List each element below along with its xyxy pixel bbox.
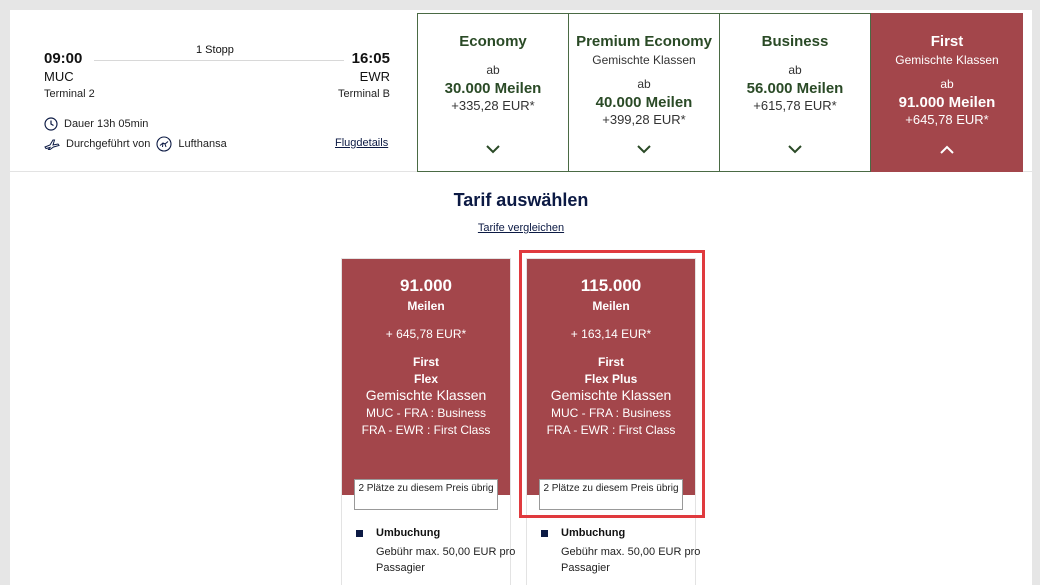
fare-tariff-name: Flex — [413, 372, 438, 386]
chevron-down-icon — [486, 141, 500, 159]
fare-mixed-classes: Gemischte Klassen — [365, 387, 487, 403]
airline-name: Lufthansa — [178, 138, 227, 150]
fare-card-flex-plus[interactable] — [526, 258, 701, 585]
fare-card-header — [527, 259, 695, 495]
destination-airport: EWR — [359, 69, 390, 84]
tariff-section-title: Tarif auswählen — [453, 190, 589, 210]
flight-details-link[interactable]: Flugdetails — [335, 137, 389, 149]
fare-miles-unit: Meilen — [407, 299, 445, 313]
seats-remaining-badge: 2 Plätze zu diesem Preis übrig — [354, 479, 498, 510]
cabin-economy[interactable] — [417, 13, 569, 172]
cabin-surcharge: +645,78 EUR* — [905, 112, 989, 127]
seats-remaining-badge: 2 Plätze zu diesem Preis übrig — [539, 479, 683, 510]
chevron-up-icon — [940, 141, 954, 159]
stops-label: 1 Stopp — [196, 44, 234, 56]
fare-segment-2: FRA - EWR : First Class — [546, 423, 676, 437]
cabin-surcharge: +615,78 EUR* — [753, 98, 837, 113]
cabin-title: Premium Economy — [576, 33, 712, 50]
flight-summary-row — [10, 10, 1032, 172]
arrival-time: 16:05 — [351, 50, 390, 67]
flight-info — [10, 10, 414, 172]
duration-line — [44, 117, 148, 131]
fare-surcharge: + 163,14 EUR* — [570, 327, 652, 341]
chevron-down-icon — [788, 141, 802, 159]
origin-airport: MUC — [44, 69, 74, 84]
fare-surcharge: + 645,78 EUR* — [385, 327, 467, 341]
feature-title: Umbuchung — [376, 527, 441, 539]
cabin-from-label: ab — [637, 77, 651, 91]
route-line — [94, 60, 344, 61]
fare-miles-unit: Meilen — [592, 299, 630, 313]
cabin-subtitle: Gemischte Klassen — [592, 53, 696, 67]
cabin-from-label: ab — [486, 63, 500, 77]
fare-segment-1: MUC - FRA : Business — [550, 406, 672, 420]
cabin-title: Economy — [459, 33, 527, 50]
cabin-from-label: ab — [940, 77, 954, 91]
cabin-miles: 56.000 Meilen — [746, 80, 844, 97]
feature-bullet — [541, 530, 548, 537]
operator-text: Durchgeführt von — [66, 138, 151, 150]
booking-page — [10, 10, 1032, 585]
cabin-business[interactable] — [719, 13, 871, 172]
cabin-subtitle: Gemischte Klassen — [895, 53, 999, 67]
cabin-miles: 30.000 Meilen — [444, 80, 542, 97]
cabin-miles: 40.000 Meilen — [595, 94, 693, 111]
cabin-premium-economy[interactable] — [568, 13, 720, 172]
fare-segment-1: MUC - FRA : Business — [365, 406, 487, 420]
cabin-title: Business — [761, 33, 829, 50]
clock-icon — [44, 117, 58, 131]
duration-text: Dauer 13h 05min — [64, 118, 149, 130]
lufthansa-crane-icon — [156, 136, 172, 152]
cabin-from-label: ab — [788, 63, 802, 77]
departure-time: 09:00 — [44, 50, 83, 67]
feature-description: Gebühr max. 50,00 EUR pro Passagier — [561, 546, 701, 574]
fare-miles: 115.000 — [580, 276, 642, 295]
fare-card-header — [342, 259, 510, 495]
cabin-first[interactable] — [871, 13, 1023, 172]
fare-cabin: First — [597, 355, 624, 369]
compare-tariffs-link-text[interactable]: Tarife vergleichen — [477, 222, 565, 234]
cabin-surcharge: +399,28 EUR* — [602, 112, 686, 127]
origin-terminal: Terminal 2 — [44, 88, 95, 100]
feature-description: Gebühr max. 50,00 EUR pro Passagier — [376, 546, 516, 574]
operator-line — [44, 136, 227, 152]
fare-mixed-classes: Gemischte Klassen — [550, 387, 672, 403]
fare-tariff-name: Flex Plus — [584, 372, 638, 386]
plane-icon — [44, 137, 60, 151]
feature-title: Umbuchung — [561, 527, 626, 539]
cabin-surcharge: +335,28 EUR* — [451, 98, 535, 113]
cabin-miles: 91.000 Meilen — [898, 94, 996, 111]
cabin-title: First — [930, 33, 964, 50]
compare-tariffs-link — [10, 222, 1032, 234]
destination-terminal: Terminal B — [338, 88, 390, 100]
fare-card-flex[interactable] — [341, 258, 516, 585]
chevron-down-icon — [637, 141, 651, 159]
fare-segment-2: FRA - EWR : First Class — [361, 423, 491, 437]
fare-miles: 91.000 — [400, 276, 452, 295]
fare-cabin: First — [412, 355, 439, 369]
feature-bullet — [356, 530, 363, 537]
